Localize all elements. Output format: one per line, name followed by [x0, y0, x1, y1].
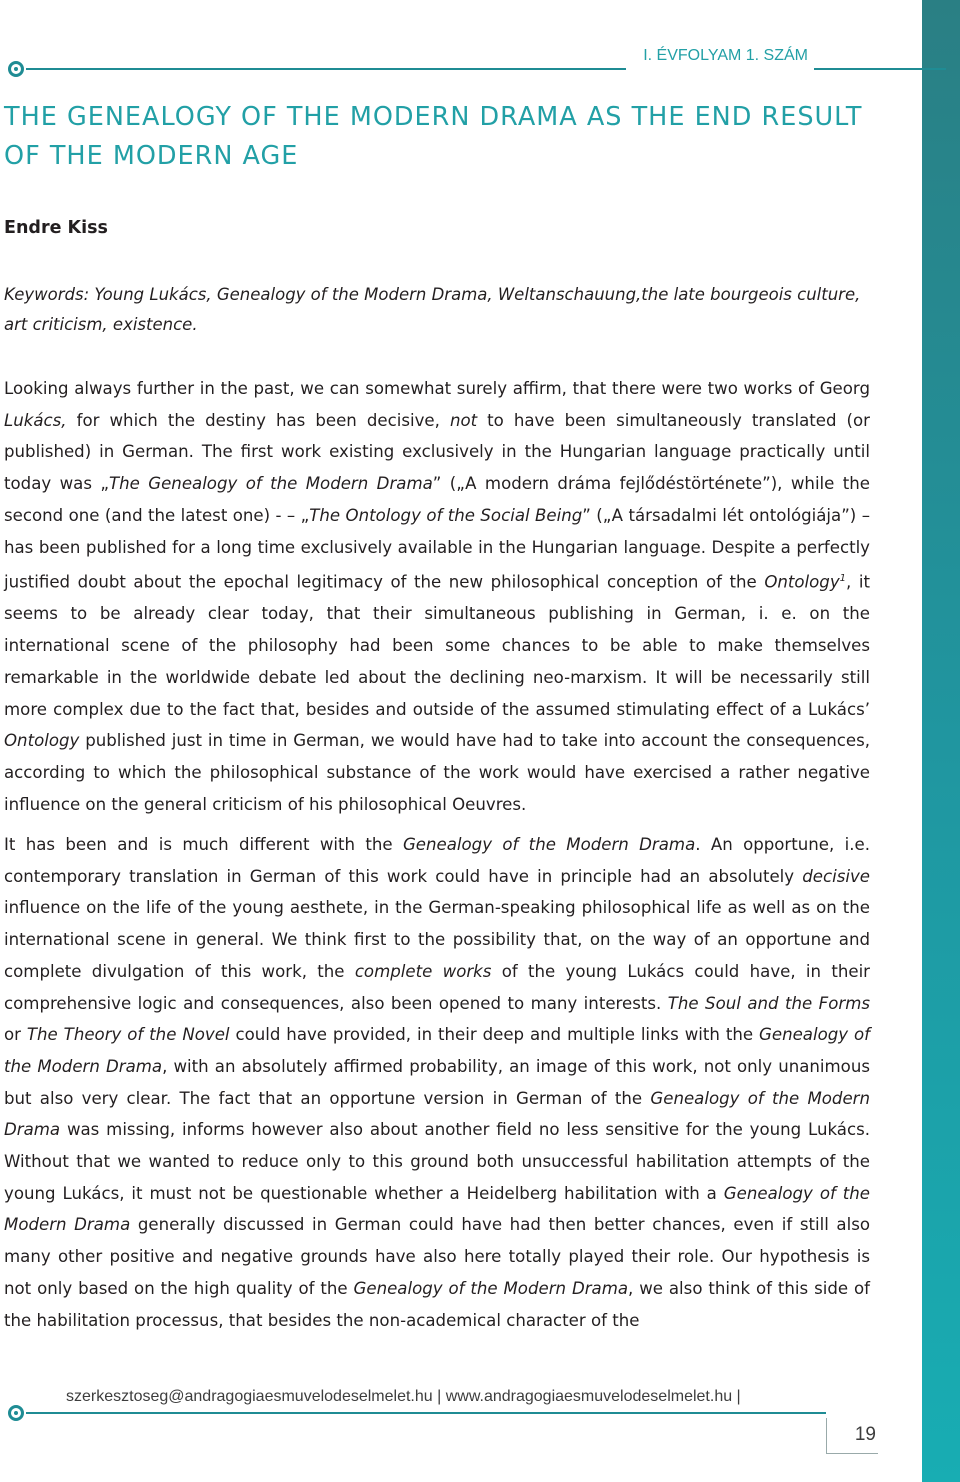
text-run: . An opportune, i.e. contemporary translation in German of this work could have in principle had an absolutely — [4, 835, 870, 886]
italic-text-run: The Ontology of the Social Being — [309, 505, 583, 525]
text-run: or — [4, 1025, 27, 1045]
italic-text-run: The Theory of the Novel — [26, 1025, 230, 1045]
target-bullet-icon — [8, 1405, 24, 1421]
text-run: It has been and is much different with the — [4, 835, 403, 854]
italic-text-run: Genealogy of the Modern Drama — [4, 1025, 870, 1076]
header-rule — [26, 68, 626, 70]
footer-rule — [26, 1412, 826, 1414]
text-run: , we also think of this side of the habilitation processus, that besides the non-academical character of the — [4, 1278, 870, 1330]
text-run: ” („A modern dráma fejlődéstörténete”), while the second one (and the latest one) - – „ — [4, 474, 870, 525]
italic-text-run: 1 — [839, 573, 847, 585]
italic-text-run: Lukács, — [4, 410, 67, 430]
italic-text-run: Ontology — [4, 731, 80, 751]
issue-label: I. ÉVFOLYAM 1. SZÁM — [643, 47, 808, 64]
target-bullet-icon — [8, 61, 24, 77]
italic-text-run: not — [449, 410, 478, 430]
text-run: was missing, informs however also about another field no less sensitive for the young Lukács. Without that we wanted to reduce only to this ground both unsuccessful habilitation attempts of the young Lukács, it must not be questionable whether a Heidelberg habilitation with a — [4, 1120, 870, 1203]
text-run: Looking always further in the past, we can somewhat surely affirm, that there were two works of Georg — [4, 379, 870, 398]
header-rule-right — [814, 68, 946, 70]
italic-text-run: Ontology — [764, 572, 840, 592]
italic-text-run: Genealogy of the Modern Drama — [402, 835, 696, 854]
italic-text-run: Genealogy of the Modern Drama — [4, 1088, 870, 1140]
body-paragraph-1 — [4, 373, 870, 820]
decorative-sidebar-band — [922, 0, 960, 1482]
author-name: Endre Kiss — [4, 218, 108, 238]
text-run: for which the destiny has been decisive, — [66, 410, 450, 430]
text-run: , with an absolutely affirmed probability, an image of this work, not only unanimous but also very clear. The fact that an opportune version in German of the — [4, 1056, 870, 1108]
italic-text-run: The Soul and the Forms — [667, 993, 870, 1013]
article-title: THE GENEALOGY OF THE MODERN DRAMA AS THE END RESULT OF THE MODERN AGE — [4, 102, 863, 171]
italic-text-run: decisive — [802, 866, 870, 886]
text-run: influence on the life of the young aesthete, in the German-speaking philosophical life as well as on the international scene in general. We think first to the possibility that, on the way of an opportune and complete divulgation of this work, the — [4, 898, 870, 981]
text-run: to have been simultaneously translated (or published) in German. The first work existing exclusively in the Hungarian language practically until today was „ — [4, 410, 870, 494]
text-run: generally discussed in German could have had then better chances, even if still also many other positive and negative grounds have also here totally played their role. Our hypothesis is not only based on the high quality of the — [4, 1215, 870, 1298]
text-run: , it seems to be already clear today, that their simultaneous publishing in German, i. e. on the international scene of the philosophy had been some chances to be able to make themselves remarkable in the worldwide debate led about the declining neo-marxism. It will be necessarily still more complex due to the fact that, besides and outside of the assumed stimulating effect of a Lukács’ — [4, 572, 870, 719]
text-run: of the young Lukács could have, in their comprehensive logic and consequences, also been opened to many interests. — [4, 961, 871, 1013]
page-number: 19 — [854, 1424, 876, 1445]
italic-text-run: Genealogy of the Modern Drama — [4, 1183, 870, 1235]
italic-text-run: The Genealogy of the Modern Drama — [108, 474, 433, 494]
italic-text-run: complete works — [354, 961, 492, 981]
text-run: published just in time in German, we would have had to take into account the consequences, according to which the philosophical substance of the work would have exercised a rather negative influence on the general criticism of his philosophical Oeuvres. — [4, 731, 870, 814]
text-run: could have provided, in their deep and multiple links with the — [229, 1025, 759, 1045]
keywords: Keywords: Young Lukács, Genealogy of the Modern Drama, Weltanschauung,the late bourgeois culture, art criticism, existence. — [4, 285, 861, 334]
footer-contact-links[interactable]: szerkesztoseg@andragogiaesmuvelodeselmelet.hu | www.andragogiaesmuvelodeselmelet.hu | — [66, 1388, 741, 1405]
italic-text-run: Genealogy of the Modern Drama — [353, 1278, 629, 1298]
text-run: ” („A társadalmi lét ontológiája”) – has been published for a long time exclusively available in the Hungarian language. Despite a perfectly justified doubt about the epochal legitimacy of the new philosophical conception of the — [4, 505, 870, 592]
body-paragraph-2 — [4, 829, 870, 1336]
